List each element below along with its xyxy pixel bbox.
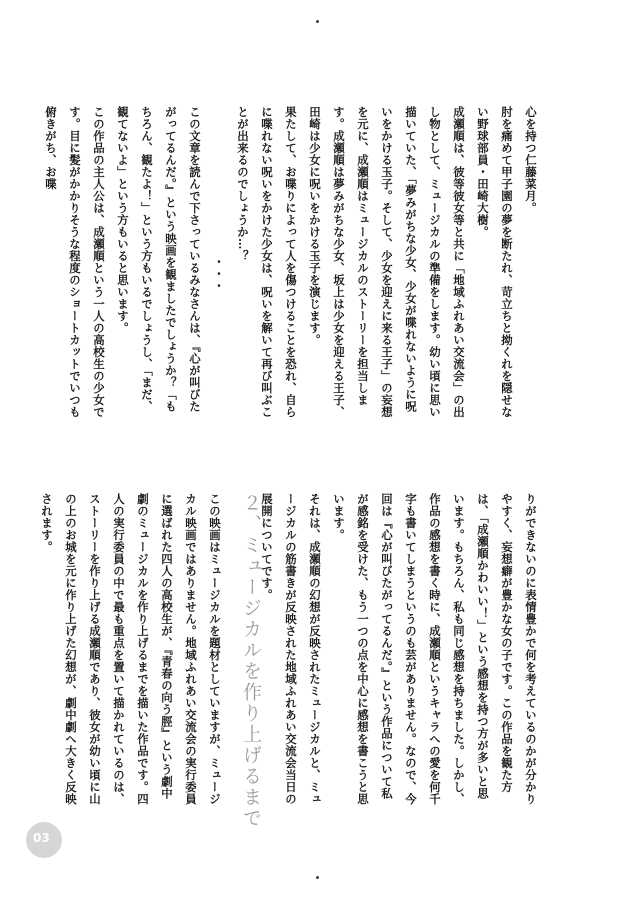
paragraph: 心を持つ仁藤菜月。 [524, 106, 538, 214]
lower-text-column-left [40, 493, 227, 805]
lower-text-column-right [260, 493, 543, 805]
section-heading: ２、ミュージカルを作り上げるまで [240, 493, 262, 829]
upper-text-column [44, 106, 543, 418]
paragraph: りができないのに表情豊かで何を考えているのかが分かりやすく、妄想癖が豊かな女の子です。この作品を観た方は、「成瀬順かわいい！」という感想を持つ方が多いと思います。もちろん、私も同じ感想を持ちました。しかし、作品の感想を書く時に、成瀬順というキャラへの愛を何千字も書いてしまうというのも芸がありません。なので、今回は『心が叫びたがってるんだ。』という作品について私が感銘を受けた、もう一つの点を中心に感想を書こうと思います。 [332, 493, 538, 805]
ellipsis-separator: ・・・ [212, 256, 226, 292]
top-mark [316, 20, 319, 23]
paragraph: この文章を読んで下さっているみなさんは、『心が叫びたがってるんだ。』という映画を観ましたでしょうか？「もちろん、観たよ！」という方もいるでしょうし、「まだ、観てないよ」という方もいると思います。 [116, 106, 202, 413]
paragraph: 肘を痛めて甲子園の夢を断たれ、苛立ちと拗くれを隠せない野球部員・田崎大樹。 [476, 106, 514, 418]
paragraph: 果たして、お喋りによって人を傷つけることを恐れ、自らに喋れない呪いをかけた少女は、呪いを解いて再び叫ぶことが出来るのでしょうか…？ [236, 106, 298, 418]
paragraph: 成瀬順は、彼等彼女等と共に「地域ふれあい交流会」の出し物として、ミュージカルの準備をします。幼い頃に思い描いていた、「夢みがちな少女、少女が喋れないように呪いをかける玉子。そして、少女を迎えに来る王子」の妄想を元に、成瀬順はミュージカルのストーリーを担当します。成瀬順は夢みがちな少女、坂上は少女を迎える王子、田崎は少女に呪いをかける玉子を演じます。 [308, 106, 466, 418]
paragraph: この作品の主人公は、成瀬順という一人の高校生の少女です。目に髪がかかりそうな程度のショートカットでいつも俯きがち、お喋 [44, 106, 106, 418]
page-number: 03 [33, 831, 50, 845]
paragraph: それは、成瀬順の幻想が反映されたミュージカルと、ミュージカルの筋書きが反映された地域ふれあい交流会当日の展開についてです。 [260, 493, 322, 805]
page-number-badge [26, 822, 62, 858]
paragraph: この映画はミュージカルを題材としていますが、ミュージカル映画ではありません。地域ふれあい交流会の実行委員に選ばれた四人の高校生が、『青春の向う脛』という劇中劇のミュージカルを作り上げるまでを描いた作品です。四人の実行委員の中で最も重点を置いて描かれているのは、ストーリーを作り上げる成瀬順であり、彼女が幼い頃に山の上のお城を元に作り上げた幻想が、劇中劇へ大きく反映されます。 [40, 493, 222, 805]
bottom-mark [316, 876, 319, 879]
